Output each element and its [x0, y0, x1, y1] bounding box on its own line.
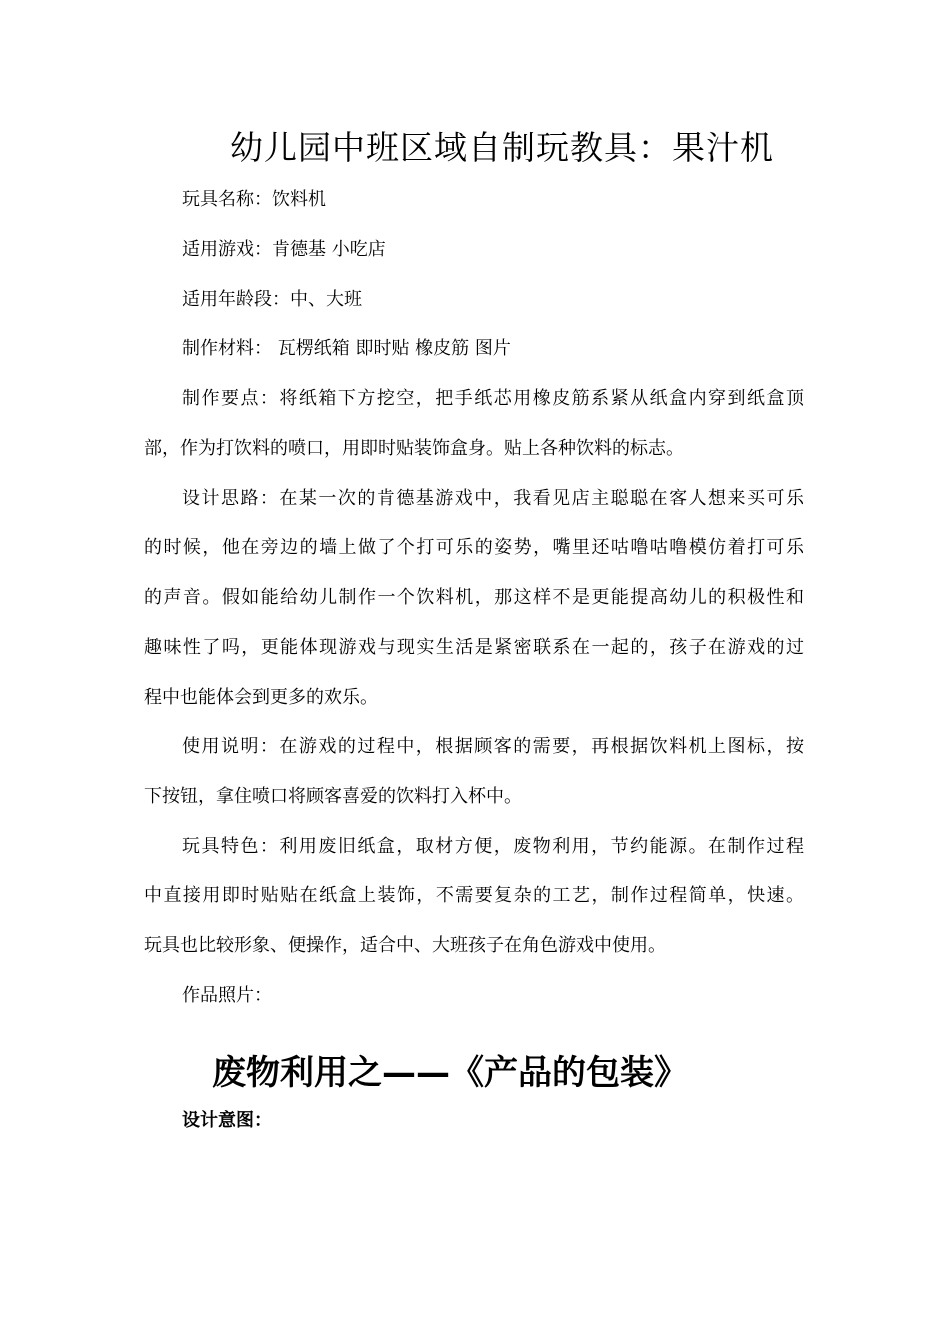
- design-idea-line-3: 的声音。假如能给幼儿制作一个饮料机，那这样不是更能提高幼儿的积极性和: [144, 587, 804, 608]
- features-line-3: 玩具也比较形象、便操作，适合中、大班孩子在角色游戏中使用。: [144, 935, 666, 956]
- applicable-game-line: 适用游戏：肯德基 小吃店: [182, 239, 386, 260]
- materials-line: 制作材料： 瓦楞纸箱 即时贴 橡皮筋 图片: [182, 338, 511, 359]
- usage-line-1: 使用说明：在游戏的过程中，根据顾客的需要，再根据饮料机上图标，按: [182, 736, 804, 757]
- key-points-line-1: 制作要点：将纸箱下方挖空，把手纸芯用橡皮筋系紧从纸盒内穿到纸盒顶: [182, 388, 804, 409]
- document-title: 幼儿园中班区域自制玩教具：果汁机: [230, 128, 774, 167]
- design-idea-line-5: 程中也能体会到更多的欢乐。: [144, 687, 378, 708]
- age-group-line: 适用年龄段：中、大班: [182, 289, 362, 310]
- section-title: 废物利用之——《产品的包装》: [212, 1053, 688, 1093]
- design-intent-label: 设计意图：: [182, 1110, 272, 1131]
- usage-line-2: 下按钮，拿住喷口将顾客喜爱的饮料打入杯中。: [144, 786, 522, 807]
- toy-name-line: 玩具名称：饮料机: [182, 189, 326, 210]
- features-line-1: 玩具特色：利用废旧纸盒，取材方便，废物利用，节约能源。在制作过程: [182, 836, 804, 857]
- design-idea-line-1: 设计思路：在某一次的肯德基游戏中，我看见店主聪聪在客人想来买可乐: [182, 488, 804, 509]
- key-points-line-2: 部，作为打饮料的喷口，用即时贴装饰盒身。贴上各种饮料的标志。: [144, 438, 684, 459]
- design-idea-line-2: 的时候，他在旁边的墙上做了个打可乐的姿势，嘴里还咕噜咕噜模仿着打可乐: [144, 537, 804, 558]
- design-idea-line-4: 趣味性了吗，更能体现游戏与现实生活是紧密联系在一起的，孩子在游戏的过: [144, 637, 804, 658]
- photo-label-line: 作品照片：: [182, 985, 272, 1006]
- features-line-2: 中直接用即时贴贴在纸盒上装饰，不需要复杂的工艺，制作过程简单，快速。: [144, 885, 804, 906]
